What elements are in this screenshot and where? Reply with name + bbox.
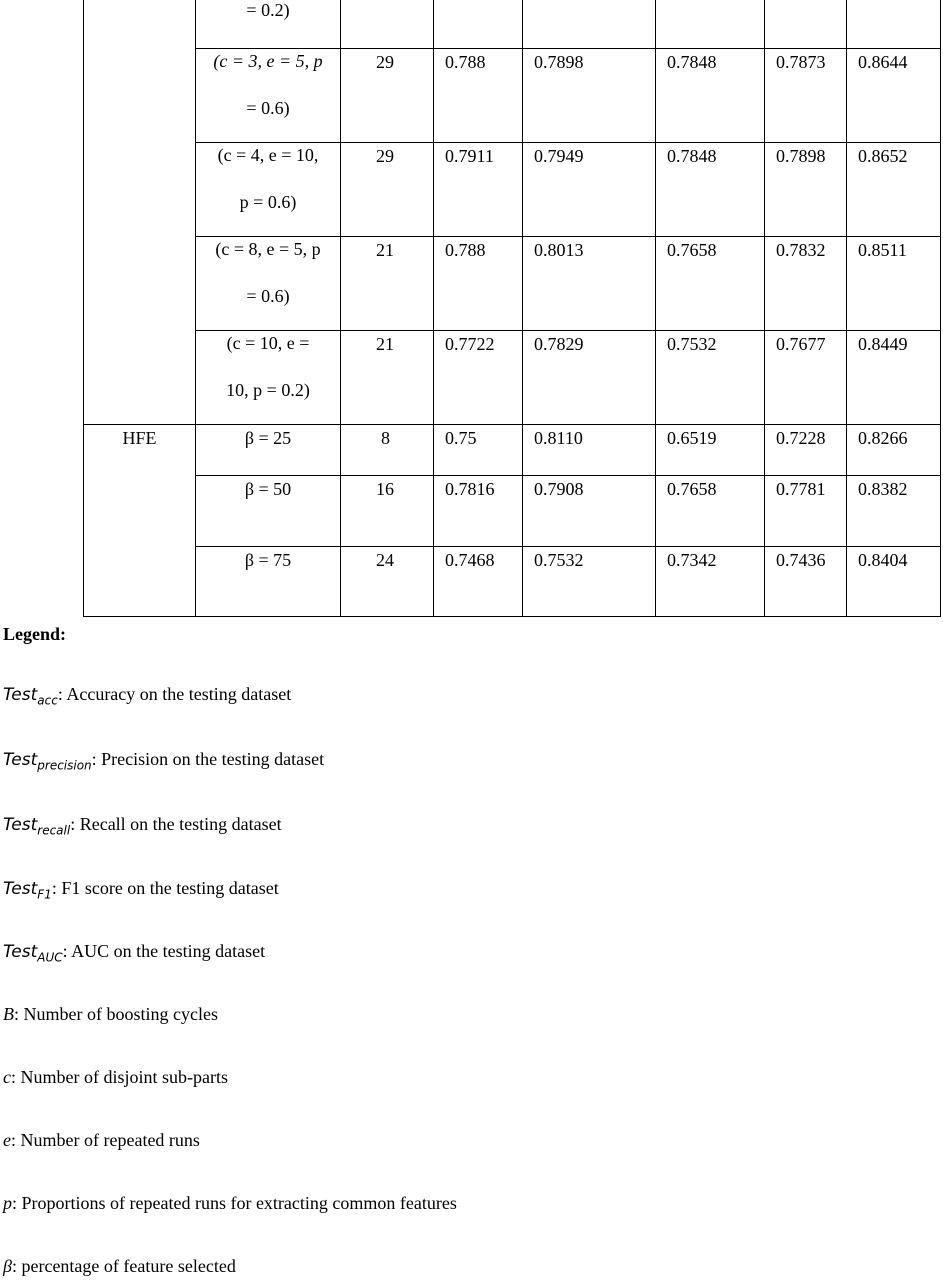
legend-symbol: Test$_{AUC}$ [3, 942, 63, 965]
setting-cell: β = 75 [244, 550, 292, 570]
col-line-6 [764, 0, 765, 617]
legend-desc: : Accuracy on the testing dataset [57, 684, 292, 704]
auc-cell: 0.8511 [858, 240, 907, 260]
features-cell: 29 [376, 146, 394, 166]
legend-item [3, 940, 265, 968]
features-cell: 21 [376, 240, 394, 260]
col-line-7 [846, 0, 847, 617]
features-cell: 21 [376, 334, 394, 354]
legend-desc: : Precision on the testing dataset [91, 749, 325, 769]
legend-item [3, 683, 291, 711]
f1-cell: 0.7436 [776, 550, 826, 570]
features-cell: 16 [376, 479, 394, 499]
f1-cell: 0.7781 [776, 479, 826, 499]
precision-cell: 0.7949 [534, 146, 584, 166]
group-label-hfe: HFE [122, 428, 157, 448]
legend-item [3, 1003, 218, 1025]
legend-desc: : F1 score on the testing dataset [51, 878, 279, 898]
recall-cell: 0.6519 [667, 428, 717, 448]
legend-desc: : percentage of feature selected [11, 1256, 236, 1276]
col-line-3 [433, 0, 434, 617]
legend-desc: : Recall on the testing dataset [70, 814, 282, 834]
recall-cell: 0.7658 [667, 240, 717, 260]
features-cell: 8 [381, 428, 390, 448]
legend-desc: : AUC on the testing dataset [62, 941, 266, 961]
col-line-8 [940, 0, 941, 617]
auc-cell: 0.8266 [858, 428, 908, 448]
legend-desc: : Proportions of repeated runs for extracting common features [12, 1193, 457, 1213]
recall-cell: 0.7658 [667, 479, 717, 499]
acc-cell: 0.7722 [445, 334, 495, 354]
precision-cell: 0.7898 [534, 52, 584, 72]
legend-desc: : Number of boosting cycles [14, 1004, 218, 1024]
legend-item [3, 877, 279, 905]
legend-symbol: Test$_{recall}$ [3, 815, 71, 838]
setting-cell: = 0.2) [246, 0, 290, 20]
legend-symbol: B [3, 1004, 14, 1024]
legend-symbol: e [3, 1130, 11, 1150]
f1-cell: 0.7677 [776, 334, 826, 354]
setting-cell: (c = 4, e = 10, p = 0.6) [217, 145, 319, 212]
legend-symbol: p [3, 1193, 12, 1213]
acc-cell: 0.788 [445, 240, 486, 260]
auc-cell: 0.8404 [858, 550, 908, 570]
features-cell: 29 [376, 52, 394, 72]
features-cell: 24 [376, 550, 394, 570]
legend-desc: : Number of disjoint sub-parts [11, 1067, 228, 1087]
precision-cell: 0.8110 [534, 428, 583, 448]
acc-cell: 0.7468 [445, 550, 495, 570]
setting-cell: (c = 3, e = 5, p = 0.6) [213, 51, 323, 118]
legend-symbol: Test$_{acc}$ [3, 685, 58, 708]
auc-cell: 0.8644 [858, 52, 908, 72]
precision-cell: 0.7908 [534, 479, 584, 499]
legend-item [3, 813, 282, 841]
col-line-4 [522, 0, 523, 617]
setting-cell: β = 50 [244, 479, 292, 499]
precision-cell: 0.8013 [534, 240, 584, 260]
auc-cell: 0.8382 [858, 479, 908, 499]
f1-cell: 0.7898 [776, 146, 826, 166]
acc-cell: 0.75 [445, 428, 477, 448]
f1-cell: 0.7873 [776, 52, 826, 72]
legend-symbol: β [3, 1256, 12, 1276]
recall-cell: 0.7848 [667, 52, 717, 72]
legend-symbol: Test$_{precision}$ [3, 750, 92, 773]
recall-cell: 0.7532 [667, 334, 717, 354]
auc-cell: 0.8449 [858, 334, 908, 354]
legend-item [3, 748, 324, 776]
legend-heading: Legend: [3, 624, 66, 644]
acc-cell: 0.7816 [445, 479, 495, 499]
setting-cell: (c = 8, e = 5, p = 0.6) [215, 239, 321, 306]
setting-cell: (c = 10, e = 10, p = 0.2) [226, 333, 310, 400]
row-line-8 [83, 616, 941, 617]
legend-item [3, 1192, 457, 1214]
legend-item [3, 1066, 228, 1088]
precision-cell: 0.7532 [534, 550, 584, 570]
precision-cell: 0.7829 [534, 334, 584, 354]
col-line-0 [83, 0, 84, 617]
acc-cell: 0.788 [445, 52, 486, 72]
recall-cell: 0.7848 [667, 146, 717, 166]
setting-cell: β = 25 [244, 428, 292, 448]
legend-desc: : Number of repeated runs [11, 1130, 200, 1150]
auc-cell: 0.8652 [858, 146, 908, 166]
recall-cell: 0.7342 [667, 550, 717, 570]
legend-item [3, 1129, 200, 1151]
legend-item [3, 1255, 236, 1277]
f1-cell: 0.7832 [776, 240, 826, 260]
acc-cell: 0.7911 [445, 146, 494, 166]
col-line-2 [340, 0, 341, 617]
legend-symbol: c [3, 1067, 11, 1087]
f1-cell: 0.7228 [776, 428, 826, 448]
legend-symbol: Test$_{F1}$ [3, 879, 52, 902]
col-line-5 [655, 0, 656, 617]
